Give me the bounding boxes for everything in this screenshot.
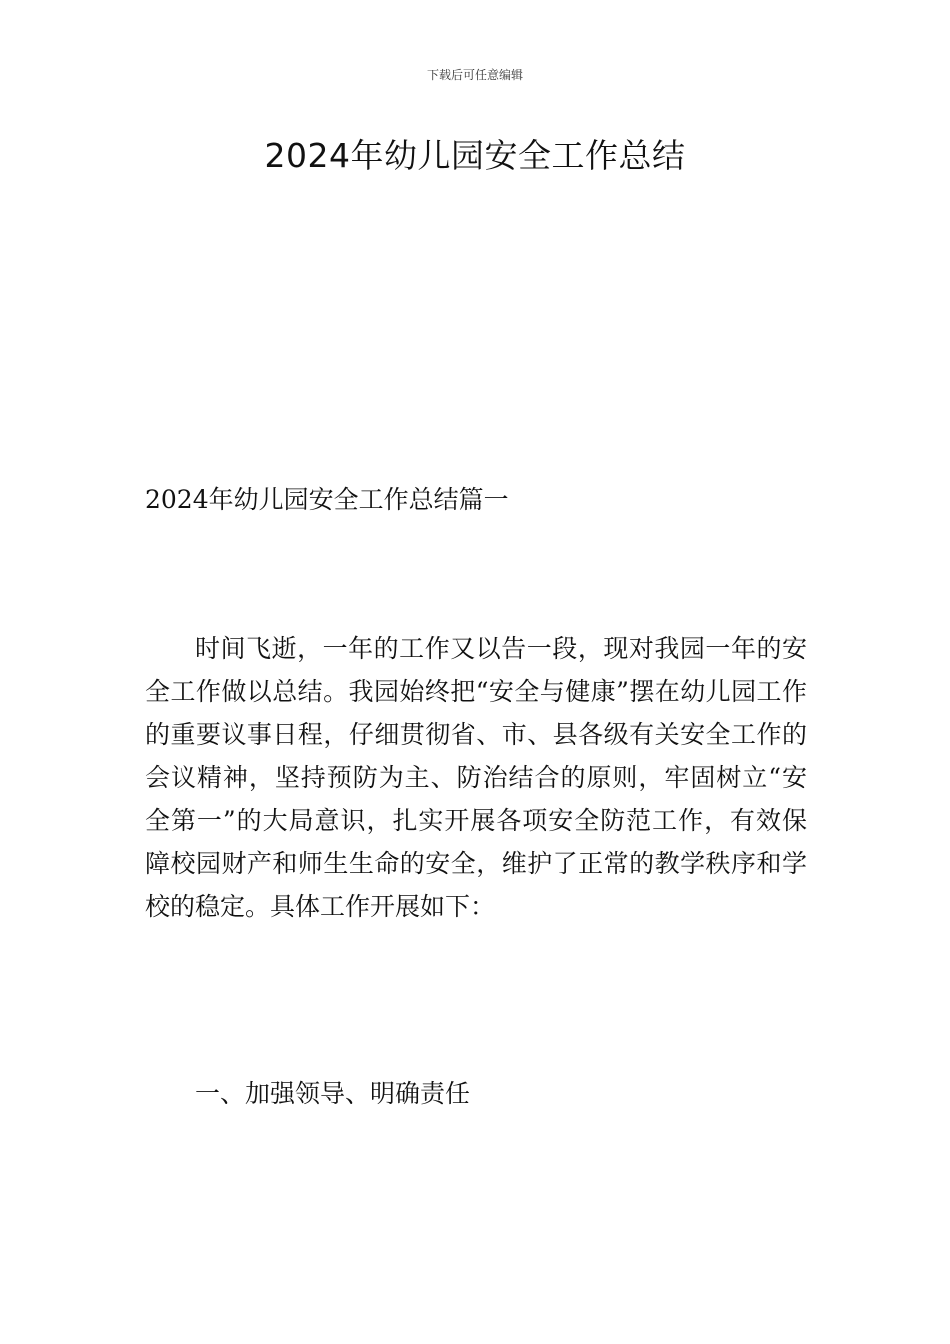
subheading-strengthen-leadership: 一、加强领导、明确责任 (195, 1079, 471, 1108)
header-note: 下载后可任意编辑 (426, 68, 523, 82)
intro-paragraph: 时间飞逝，一年的工作又以告一段，现对我园一年的安全工作做以总结。我园始终把“安全与健康”摆在幼儿园工作的重要议事日程，仔细贯彻省、市、县各级有关安全工作的会议精神，坚持预防为主、防治结合的原则，牢固树立“安全第一”的大局意识，扎实开展各项安全防范工作，有效保障校园财产和师生生命的安全，维护了正常的教学秩序和学校的稳定。具体工作开展如下： (145, 634, 807, 921)
document-title: 2024年幼儿园安全工作总结 (264, 136, 686, 175)
section-heading: 2024年幼儿园安全工作总结篇一 (145, 485, 509, 514)
